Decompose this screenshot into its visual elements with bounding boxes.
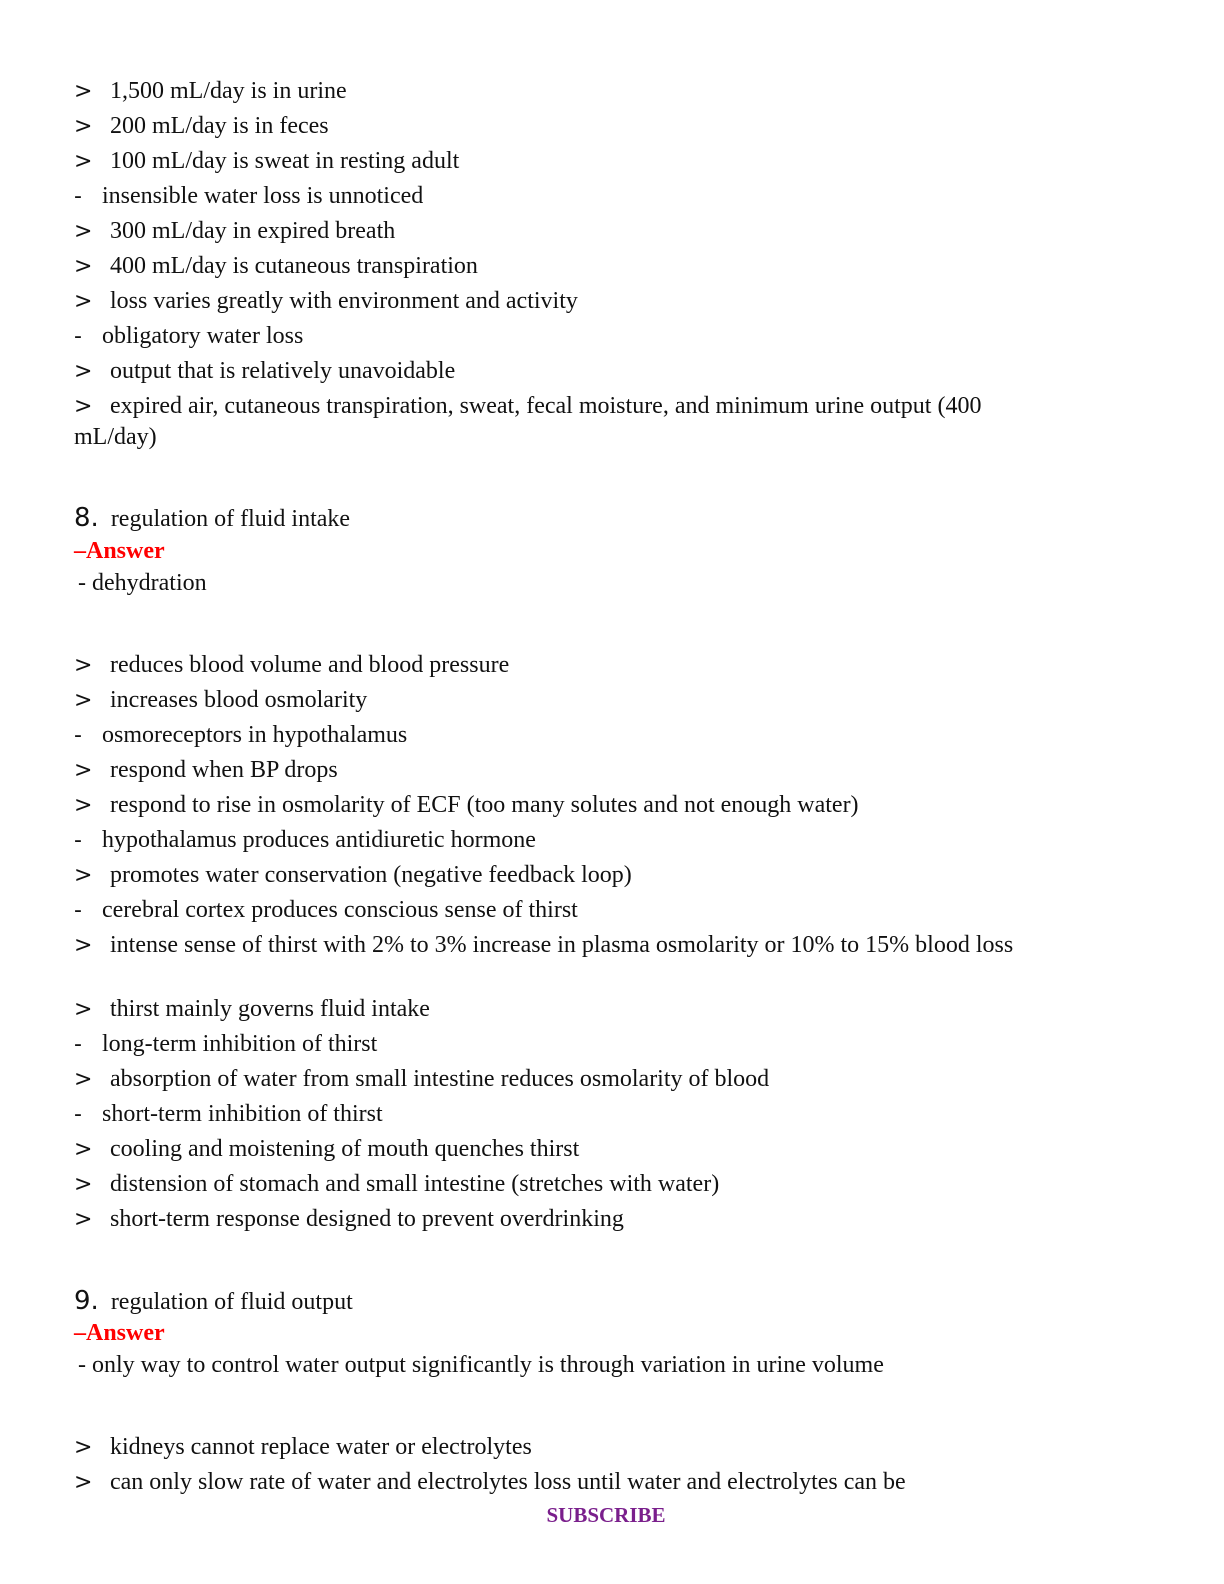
question-number: 9. [74, 1286, 99, 1316]
list-marker: > [74, 997, 93, 1022]
list-marker: > [74, 1172, 93, 1197]
question-title: regulation of fluid intake [110, 506, 351, 532]
list-item-text: 300 mL/day in expired breath [110, 218, 396, 244]
list-item [74, 321, 1074, 352]
list-item [74, 1204, 1074, 1235]
list-marker: > [74, 688, 93, 713]
list-item [74, 76, 1074, 107]
list-marker: > [74, 149, 93, 174]
list-item [74, 720, 1074, 751]
list-item-text: increases blood osmolarity [110, 687, 368, 713]
list-item [74, 1134, 1074, 1165]
list-item [74, 650, 1074, 681]
list-marker: - [74, 898, 82, 923]
list-item [74, 1467, 1074, 1498]
list-item-text: can only slow rate of water and electrolytes loss until water and electrolytes can be [110, 1469, 906, 1495]
list-item-text: cooling and moistening of mouth quenches thirst [110, 1136, 580, 1162]
question-title: regulation of fluid output [110, 1289, 353, 1315]
list-item-text: insensible water loss is unnoticed [102, 183, 424, 209]
list-item-text: 1,500 mL/day is in urine [110, 78, 347, 104]
list-marker: > [74, 1137, 93, 1162]
list-item-text: thirst mainly governs fluid intake [110, 996, 430, 1022]
list-marker: > [74, 653, 93, 678]
list-item [74, 895, 1074, 926]
list-marker: > [74, 79, 93, 104]
list-item [74, 146, 1074, 177]
answer-text: - only way to control water output significantly is through variation in urine volume [78, 1352, 884, 1378]
list-marker: > [74, 933, 93, 958]
list-marker: > [74, 254, 93, 279]
list-item [74, 391, 1064, 452]
list-marker: - [74, 828, 82, 853]
list-marker: - [74, 723, 82, 748]
list-item [74, 1432, 1074, 1463]
answer-label: –Answer [74, 538, 165, 564]
list-item-text: absorption of water from small intestine reduces osmolarity of blood [110, 1066, 770, 1092]
list-item-text: expired air, cutaneous transpiration, sweat, fecal moisture, and minimum urine output (400 mL/day) [74, 393, 982, 450]
list-item [74, 1169, 1074, 1200]
list-item-text: hypothalamus produces antidiuretic hormone [102, 827, 536, 853]
list-item-text: short-term inhibition of thirst [102, 1101, 383, 1127]
list-marker: > [74, 289, 93, 314]
list-item-text: reduces blood volume and blood pressure [110, 652, 510, 678]
list-item [74, 181, 1074, 212]
list-marker: > [74, 359, 93, 384]
list-item [74, 1064, 1074, 1095]
list-item [74, 1029, 1074, 1060]
list-item [74, 216, 1074, 247]
list-item-text: cerebral cortex produces conscious sense of thirst [102, 897, 578, 923]
question-heading [74, 503, 1074, 534]
list-item [74, 930, 1044, 961]
list-item [74, 356, 1074, 387]
list-item [74, 860, 1074, 891]
answer-label: –Answer [74, 1320, 165, 1346]
list-marker: > [74, 863, 93, 888]
question-heading [74, 1286, 1074, 1317]
list-marker: > [74, 219, 93, 244]
list-item-text: 200 mL/day is in feces [110, 113, 329, 139]
list-item [74, 286, 1074, 317]
list-item [74, 1099, 1074, 1130]
list-item [74, 685, 1074, 716]
list-marker: > [74, 114, 93, 139]
list-marker: - [74, 1032, 82, 1057]
list-item-text: intense sense of thirst with 2% to 3% increase in plasma osmolarity or 10% to 15% blood loss [110, 932, 1014, 958]
list-item [74, 111, 1074, 142]
list-item-text: 400 mL/day is cutaneous transpiration [110, 253, 478, 279]
list-marker: > [74, 1207, 93, 1232]
answer-text: - dehydration [78, 570, 207, 596]
list-item [74, 994, 1074, 1025]
list-item-text: output that is relatively unavoidable [110, 358, 456, 384]
list-marker: - [74, 184, 82, 209]
subscribe-link[interactable]: SUBSCRIBE [546, 1503, 666, 1527]
list-marker: > [74, 1067, 93, 1092]
list-item-text: 100 mL/day is sweat in resting adult [110, 148, 460, 174]
list-item-text: kidneys cannot replace water or electrolytes [110, 1434, 532, 1460]
list-item-text: distension of stomach and small intestine (stretches with water) [110, 1171, 720, 1197]
list-item [74, 755, 1074, 786]
list-marker: - [74, 324, 82, 349]
list-item-text: short-term response designed to prevent overdrinking [110, 1206, 624, 1232]
list-marker: > [74, 758, 93, 783]
list-item-text: respond to rise in osmolarity of ECF (too many solutes and not enough water) [110, 792, 859, 818]
list-item-text: promotes water conservation (negative feedback loop) [110, 862, 632, 888]
list-item-text: obligatory water loss [102, 323, 304, 349]
list-item-text: osmoreceptors in hypothalamus [102, 722, 408, 748]
list-marker: - [74, 1102, 82, 1127]
list-item-text: long-term inhibition of thirst [102, 1031, 378, 1057]
list-item [74, 251, 1074, 282]
list-item [74, 825, 1074, 856]
list-item-text: respond when BP drops [110, 757, 338, 783]
question-number: 8. [74, 503, 99, 533]
list-marker: > [74, 394, 93, 419]
list-marker: > [74, 1470, 93, 1495]
list-item-text: loss varies greatly with environment and activity [110, 288, 578, 314]
list-marker: > [74, 1435, 93, 1460]
list-item [74, 790, 1074, 821]
list-marker: > [74, 793, 93, 818]
